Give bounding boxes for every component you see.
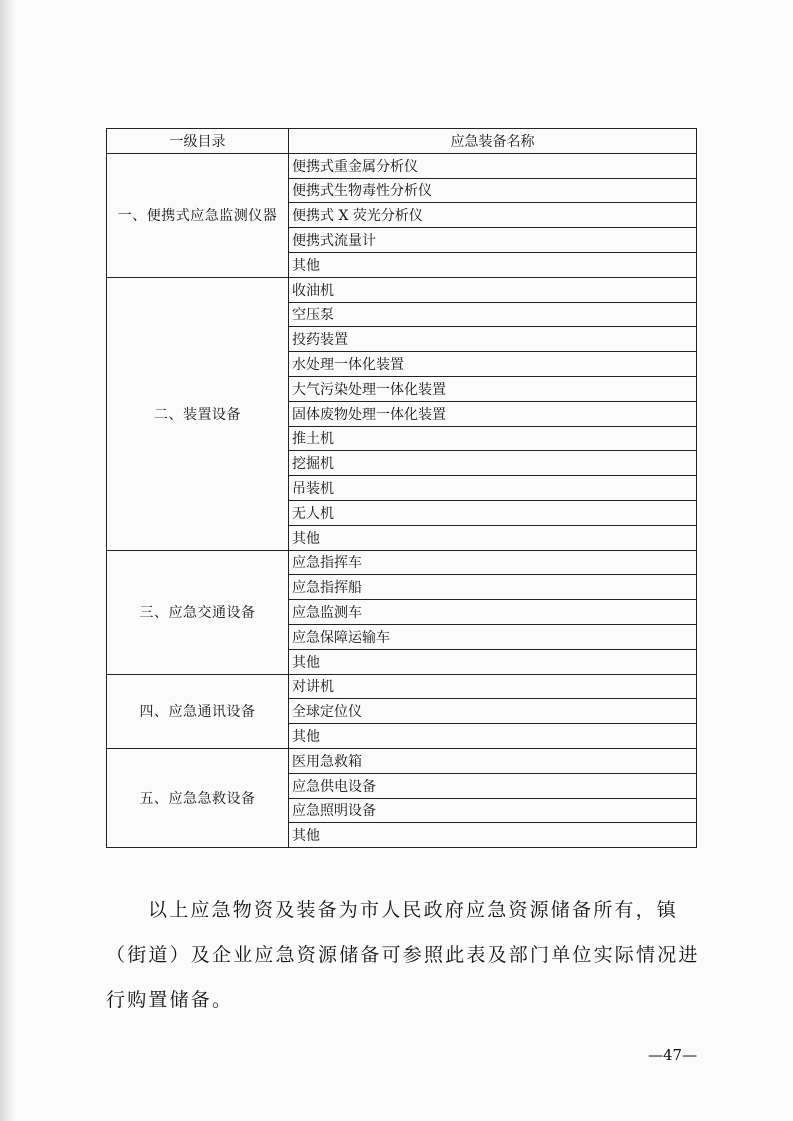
category-cell: 三、应急交通设备 [107,550,289,674]
table-row [107,153,697,178]
equipment-name-cell: 其他 [289,823,697,848]
equipment-name-cell: 应急保障运输车 [289,624,697,649]
category-cell: 二、装置设备 [107,277,289,550]
equipment-name-cell: 便携式流量计 [289,228,697,253]
table-row [107,674,697,699]
equipment-name-cell: 推土机 [289,426,697,451]
equipment-name-cell: 应急照明设备 [289,798,697,823]
note-paragraph: 以上应急物资及装备为市人民政府应急资源储备所有，镇（街道）及企业应急资源储备可参照此表及部门单位实际情况进行购置储备。 [106,899,700,1011]
scan-left-edge [0,0,16,1121]
category-cell: 一、便携式应急监测仪器 [107,153,289,277]
equipment-name-cell: 无人机 [289,500,697,525]
equipment-name-cell: 挖掘机 [289,451,697,476]
equipment-name-cell: 固体废物处理一体化装置 [289,401,697,426]
equipment-name-cell: 其他 [289,649,697,674]
equipment-name-cell: 其他 [289,724,697,749]
equipment-name-cell: 其他 [289,525,697,550]
equipment-name-cell: 吊装机 [289,476,697,501]
equipment-name-cell: 应急指挥车 [289,550,697,575]
page-number: —47— [648,1046,698,1064]
equipment-name-cell: 空压泵 [289,302,697,327]
header-equipment-name: 应急装备名称 [289,129,697,154]
equipment-name-cell: 水处理一体化装置 [289,352,697,377]
category-cell: 四、应急通讯设备 [107,674,289,748]
equipment-name-cell: 大气污染处理一体化装置 [289,376,697,401]
table-row [107,277,697,302]
equipment-name-cell: 全球定位仪 [289,699,697,724]
equipment-name-cell: 对讲机 [289,674,697,699]
equipment-name-cell: 应急监测车 [289,600,697,625]
equipment-name-cell: 应急指挥船 [289,575,697,600]
equipment-table [106,128,697,848]
table-body [107,153,697,847]
equipment-name-cell: 便携式生物毒性分析仪 [289,178,697,203]
equipment-name-cell: 其他 [289,252,697,277]
header-category: 一级目录 [107,129,289,154]
table-row [107,550,697,575]
equipment-name-cell: 便携式重金属分析仪 [289,153,697,178]
table-header-row [107,129,697,154]
equipment-name-cell: 便携式 X 荧光分析仪 [289,203,697,228]
equipment-name-cell: 应急供电设备 [289,773,697,798]
equipment-name-cell: 收油机 [289,277,697,302]
equipment-name-cell: 医用急救箱 [289,748,697,773]
category-cell: 五、应急急救设备 [107,748,289,847]
table-row [107,748,697,773]
equipment-name-cell: 投药装置 [289,327,697,352]
